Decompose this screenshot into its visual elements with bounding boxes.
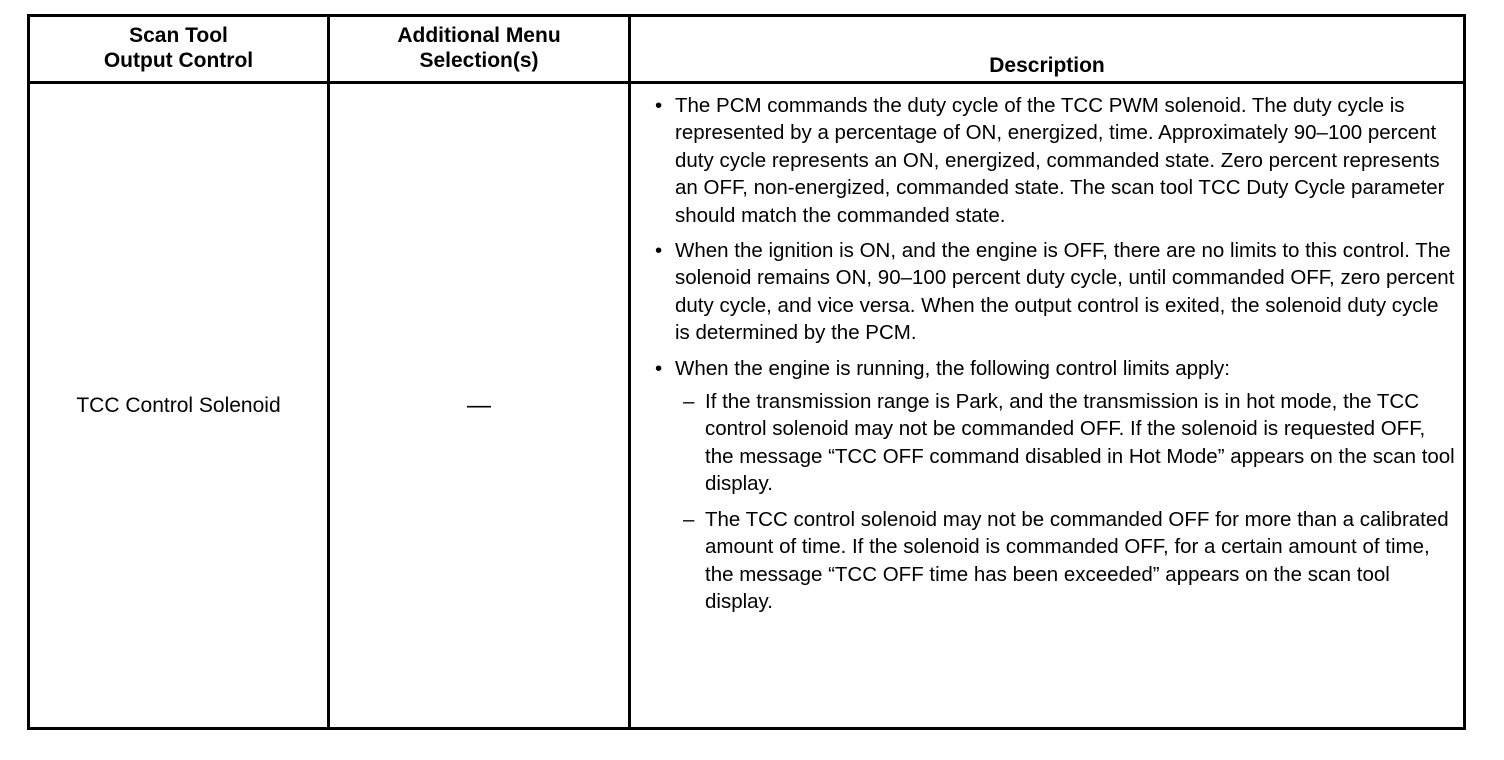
output-control-cell: TCC Control Solenoid bbox=[29, 83, 329, 729]
header-additional-menu-selections bbox=[329, 16, 630, 83]
control-limit-text-2: The TCC control solenoid may not be commanded OFF for more than a calibrated amount of time. If the solenoid is commanded OFF, for a certain amount of time, the message “TCC OFF time has been exceeded” appears on the scan tool display. bbox=[705, 507, 1449, 613]
header-scan-tool-output-control bbox=[29, 16, 329, 83]
control-limits-list bbox=[683, 388, 1457, 615]
bullet-icon: • bbox=[655, 239, 663, 263]
control-limit-item-1 bbox=[683, 388, 1457, 498]
menu-selection-cell: — bbox=[329, 83, 630, 729]
header-col2-line2: Selection(s) bbox=[419, 49, 539, 72]
table-row bbox=[29, 83, 1465, 729]
bullet-text-1: The PCM commands the duty cycle of the TCC PWM solenoid. The duty cycle is represented by a percentage of ON, energized, time. Approximately 90–100 percent duty cycle represents an ON, energized, commanded state. Zero percent represents an OFF, non-energized, commanded state. The scan tool TCC Duty Cycle parameter should match the commanded state. bbox=[675, 94, 1445, 227]
description-bullet-list bbox=[655, 92, 1457, 615]
bullet-icon: • bbox=[655, 94, 663, 117]
header-col1-line1: Scan Tool bbox=[129, 24, 228, 47]
bullet-text-2: When the ignition is ON, and the engine is OFF, there are no limits to this control. The solenoid remains ON, 90–100 percent duty cycle, until commanded OFF, zero percent duty cycle, and vice versa. When the output control is exited, the solenoid duty cycle is determined by the PCM. bbox=[675, 239, 1455, 345]
description-bullet-1 bbox=[655, 92, 1457, 229]
header-col1-line2: Output Control bbox=[103, 49, 254, 72]
header-col2-line1: Additional Menu bbox=[397, 24, 561, 47]
control-limit-item-2 bbox=[683, 506, 1457, 616]
control-limit-text-1: If the transmission range is Park, and the transmission is in hot mode, the TCC control solenoid may not be commanded OFF. If the solenoid is requested OFF, the message “TCC OFF command disabled in Hot Mode” appears on the scan tool display. bbox=[705, 390, 1455, 496]
description-bullet-3 bbox=[655, 355, 1457, 616]
header-description bbox=[630, 16, 1465, 83]
header-row bbox=[29, 16, 1465, 83]
description-bullet-2 bbox=[655, 237, 1457, 347]
output-control-table bbox=[27, 14, 1466, 730]
header-col3-label: Description bbox=[989, 54, 1105, 77]
description-cell bbox=[630, 83, 1465, 729]
bullet-text-3: When the engine is running, the following control limits apply: bbox=[675, 356, 1230, 380]
dash-icon: – bbox=[683, 390, 695, 414]
bullet-icon: • bbox=[655, 356, 663, 380]
dash-icon: – bbox=[683, 507, 695, 531]
